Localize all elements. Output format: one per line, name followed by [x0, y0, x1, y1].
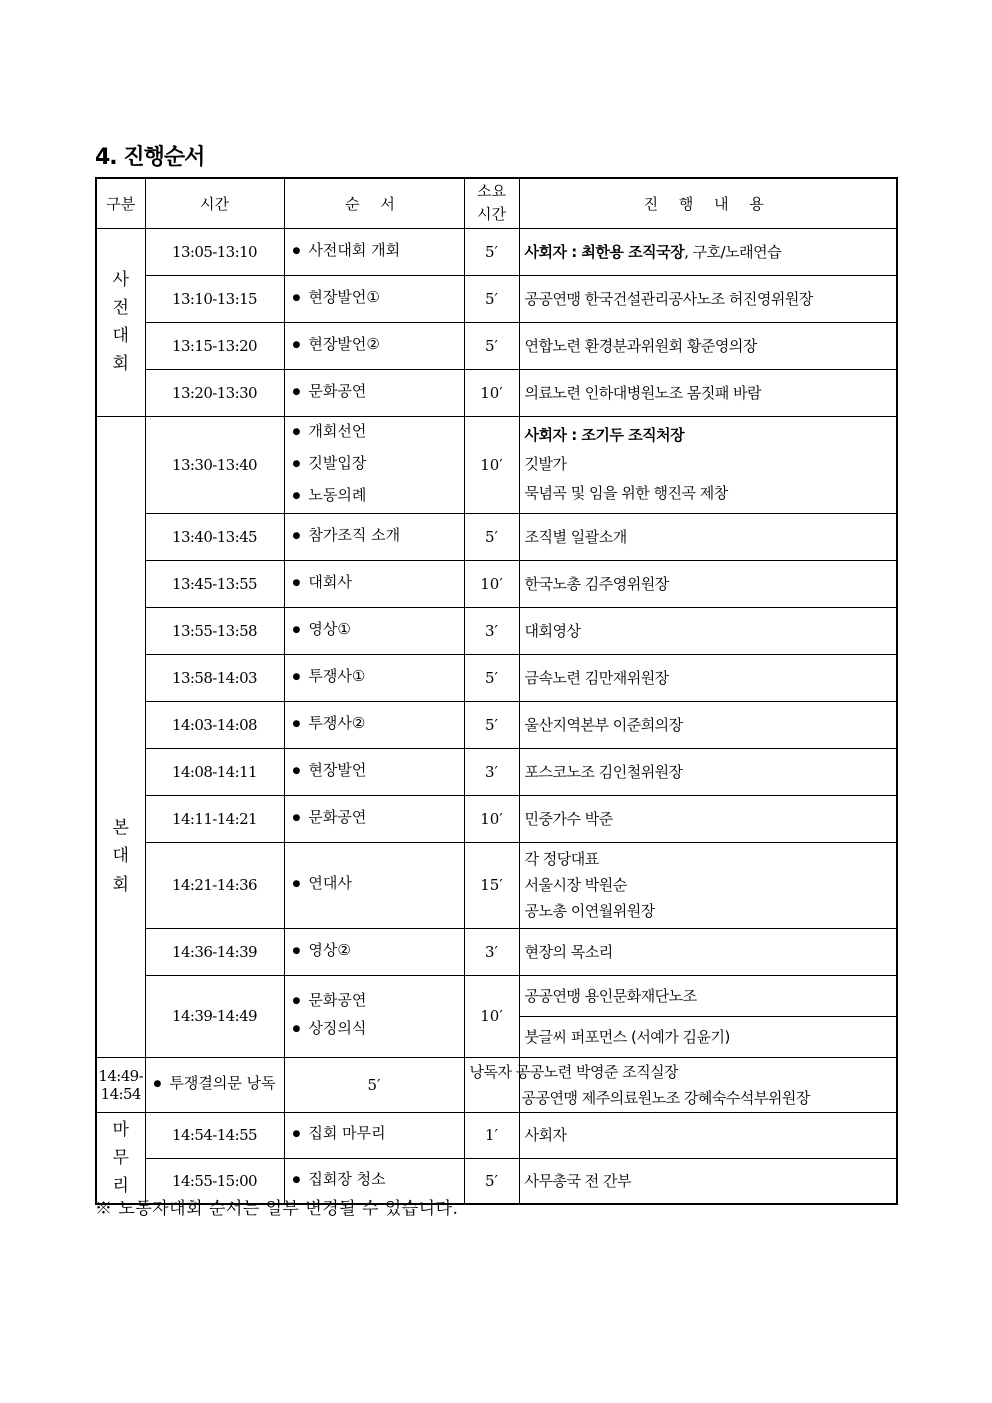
content-line: 낭독자 공공노련 박영준 조직실장: [469, 1062, 679, 1081]
header-duration-line2: 시간: [477, 205, 506, 224]
duration-cell: 10′: [464, 795, 519, 842]
content-cell: [519, 842, 897, 928]
schedule-table: [95, 177, 898, 1205]
order-cell: [284, 701, 464, 748]
content-line: 공공연맹 한국건설관리공사노조 허진영위원장: [524, 289, 813, 308]
duration-cell: 5′: [284, 1057, 464, 1112]
header-duration: [464, 178, 519, 228]
time-cell: 13:15-13:20: [145, 322, 284, 369]
order-item: ● 투쟁사②: [293, 709, 464, 741]
duration-cell: 3′: [464, 748, 519, 795]
time-cell: 14:49-14:54: [96, 1057, 145, 1112]
header-order-label: 순 서: [345, 194, 403, 213]
header-time: 시간: [145, 178, 284, 228]
content-cell: [519, 654, 897, 701]
duration-cell: 3′: [464, 928, 519, 975]
time-cell: 13:30-13:40: [145, 416, 284, 513]
duration-cell: 10′: [464, 560, 519, 607]
table-row: [96, 322, 897, 369]
header-duration-line1: 소요: [477, 182, 506, 201]
duration-cell: 10′: [464, 416, 519, 513]
time-cell: 13:45-13:55: [145, 560, 284, 607]
order-item: ● 상징의식: [293, 1016, 464, 1044]
content-line: 공노총 이연월위원장: [524, 902, 655, 920]
order-cell: [284, 322, 464, 369]
content-line: 조직별 일괄소개: [524, 527, 627, 546]
table-row: [96, 607, 897, 654]
order-item: ● 투쟁사①: [293, 662, 464, 694]
table-row: [96, 701, 897, 748]
table-row: [96, 416, 897, 513]
order-cell: [284, 560, 464, 607]
order-cell: [284, 228, 464, 275]
table-row: [96, 513, 897, 560]
order-cell: [284, 795, 464, 842]
time-cell: 13:58-14:03: [145, 654, 284, 701]
content-cell: [519, 275, 897, 322]
order-item: ● 노동의례: [293, 481, 464, 513]
order-item: ● 문화공연: [293, 803, 464, 835]
time-cell: 13:20-13:30: [145, 369, 284, 416]
order-item: ● 연대사: [293, 869, 464, 901]
table-row: [96, 1112, 897, 1158]
table-row: [96, 842, 897, 928]
content-line: 포스코노조 김인철위원장: [524, 762, 683, 781]
table-header-row: [96, 178, 897, 228]
content-line: 각 정당대표: [524, 850, 599, 868]
content-line-bold: 사회자 : 최한용 조직국장: [524, 242, 685, 261]
order-cell: [284, 928, 464, 975]
section-cell-main: [96, 416, 145, 1057]
content-cell: [519, 1112, 897, 1158]
header-content-label: 진 행 내 용: [643, 194, 772, 213]
order-cell: [284, 842, 464, 928]
header-section: 구분: [96, 178, 145, 228]
order-cell: [284, 975, 464, 1057]
order-item: ● 개회선언: [293, 417, 464, 449]
order-cell: [284, 1112, 464, 1158]
duration-cell: 3′: [464, 607, 519, 654]
table-row: [96, 275, 897, 322]
table-row: [96, 928, 897, 975]
table-row: [96, 369, 897, 416]
footnote: ※ 노동자대회 순서는 일부 변경될 수 있습니다.: [95, 1199, 459, 1219]
duration-cell: 10′: [464, 975, 519, 1057]
time-cell: 14:03-14:08: [145, 701, 284, 748]
order-item: ● 현장발언②: [293, 330, 464, 362]
content-line-rest: , 구호/노래연습: [684, 242, 782, 261]
order-cell: [284, 748, 464, 795]
content-line: 금속노련 김만재위원장: [524, 668, 669, 687]
order-item: ● 현장발언: [293, 756, 464, 788]
table-row: [96, 654, 897, 701]
content-line: 공공연맹 제주의료원노조 강혜숙수석부위원장: [521, 1088, 810, 1107]
duration-cell: 10′: [464, 369, 519, 416]
content-line: 의료노련 인하대병원노조 몸짓패 바람: [524, 383, 762, 402]
content-line: [525, 239, 897, 265]
time-cell: 14:36-14:39: [145, 928, 284, 975]
table-row: [96, 748, 897, 795]
order-item: ● 문화공연: [293, 988, 464, 1016]
content-cell: [519, 228, 897, 275]
time-cell: 14:39-14:49: [145, 975, 284, 1057]
time-cell: 14:11-14:21: [145, 795, 284, 842]
duration-cell: 5′: [464, 322, 519, 369]
duration-cell: 5′: [464, 513, 519, 560]
duration-cell: 5′: [464, 228, 519, 275]
order-item: ● 영상②: [293, 936, 464, 968]
section-label-pre: 사전대회: [112, 269, 129, 375]
duration-cell: 1′: [464, 1112, 519, 1158]
content-cell: [519, 560, 897, 607]
content-cell: [519, 1158, 897, 1204]
table-row: [96, 1057, 897, 1112]
order-item: ● 투쟁결의문 낭독: [154, 1069, 284, 1101]
section-label-closing: 마무리: [112, 1119, 129, 1196]
order-item: ● 사전대회 개회: [293, 236, 464, 268]
duration-cell: 5′: [464, 701, 519, 748]
order-item: ● 깃발입장: [293, 449, 464, 481]
content-line: 서울시장 박원순: [524, 876, 627, 894]
order-item: ● 참가조직 소개: [293, 521, 464, 553]
order-item: ● 현장발언①: [293, 283, 464, 315]
duration-cell: 5′: [464, 1158, 519, 1204]
content-cell: [519, 975, 897, 1016]
content-cell: [519, 928, 897, 975]
time-cell: 14:08-14:11: [145, 748, 284, 795]
content-cell: [519, 701, 897, 748]
section-cell-closing: [96, 1112, 145, 1204]
table-row: [96, 228, 897, 275]
time-cell: 13:05-13:10: [145, 228, 284, 275]
content-line: 붓글씨 퍼포먼스 (서예가 김윤기): [524, 1027, 730, 1046]
duration-cell: 5′: [464, 275, 519, 322]
order-item: ● 집회 마무리: [293, 1119, 464, 1151]
order-cell: [284, 607, 464, 654]
section-cell-pre: [96, 228, 145, 416]
time-cell: 13:40-13:45: [145, 513, 284, 560]
content-line: 공공연맹 용인문화재단노조: [524, 986, 697, 1005]
order-cell: [284, 654, 464, 701]
content-cell: [464, 1057, 810, 1112]
order-cell: [284, 275, 464, 322]
section-label-main: 본대회: [112, 818, 129, 895]
order-cell: [284, 369, 464, 416]
content-cell: [519, 369, 897, 416]
time-cell: 13:55-13:58: [145, 607, 284, 654]
content-line: 한국노총 김주영위원장: [524, 574, 669, 593]
content-line: 대회영상: [524, 621, 581, 640]
content-line: 묵념곡 및 임을 위한 행진곡 제창: [524, 484, 728, 502]
order-item: ● 대회사: [293, 568, 464, 600]
table-row: [96, 975, 897, 1016]
content-line: 사회자 : 조기두 조직처장: [524, 426, 685, 444]
content-cell: [519, 322, 897, 369]
content-cell: [519, 416, 897, 513]
order-cell: [284, 416, 464, 513]
time-cell: 14:55-15:00: [145, 1158, 284, 1204]
content-line: 깃발가: [524, 455, 567, 473]
duration-cell: 15′: [464, 842, 519, 928]
content-line: 울산지역본부 이준희의장: [524, 715, 683, 734]
header-order: [284, 178, 464, 228]
section-heading: 4. 진행순서: [95, 145, 205, 170]
order-cell: [284, 513, 464, 560]
content-line: 사회자: [524, 1126, 567, 1144]
content-line: 사무총국 전 간부: [524, 1171, 631, 1190]
content-line: 연합노련 환경분과위원회 황준영의장: [524, 336, 757, 355]
order-cell: [145, 1057, 284, 1112]
time-cell: 14:54-14:55: [145, 1112, 284, 1158]
time-cell: 14:21-14:36: [145, 842, 284, 928]
order-item: ● 영상①: [293, 615, 464, 647]
content-cell: [519, 795, 897, 842]
table-row: [96, 560, 897, 607]
content-cell: [519, 1016, 897, 1057]
order-item: ● 문화공연: [293, 377, 464, 409]
content-line: 민중가수 박준: [524, 809, 613, 828]
duration-cell: 5′: [464, 654, 519, 701]
order-item: ● 집회장 청소: [293, 1165, 464, 1197]
table-row: [96, 795, 897, 842]
content-line: 현장의 목소리: [524, 942, 613, 961]
content-cell: [519, 513, 897, 560]
time-cell: 13:10-13:15: [145, 275, 284, 322]
content-cell: [519, 748, 897, 795]
content-cell: [519, 607, 897, 654]
header-content: [519, 178, 897, 228]
